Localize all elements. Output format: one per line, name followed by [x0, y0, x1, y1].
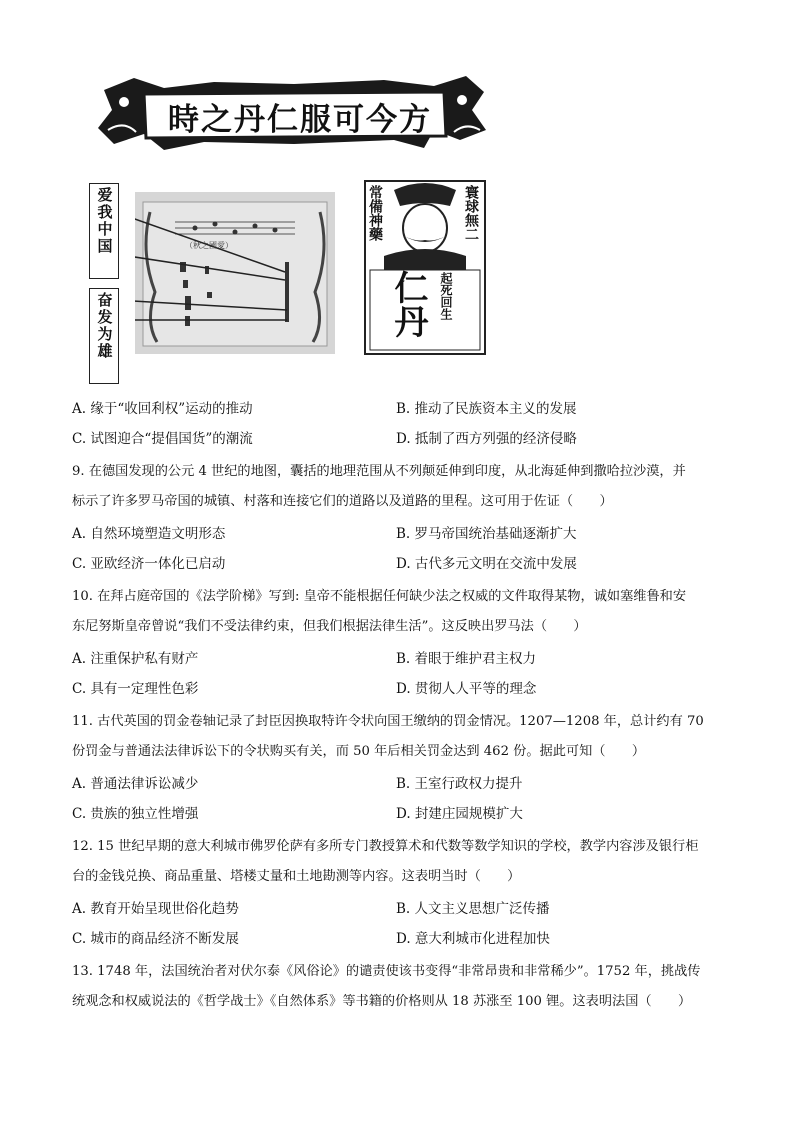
- q11-stem-line2: 份罚金与普通法法律诉讼下的令状购买有关，而 50 年后相关罚金达到 462 份。据此可知（ ）: [72, 744, 646, 759]
- q11-option-b[interactable]: B. 王室行政权力提升: [396, 776, 523, 792]
- q12-option-d[interactable]: D. 意大利城市化进程加快: [396, 931, 550, 947]
- q11-option-a[interactable]: A. 普通法律诉讼减少: [72, 776, 199, 792]
- ad-vertical-left: 常備神藥: [367, 185, 383, 241]
- q10-stem-line1: 10. 在拜占庭帝国的《法学阶梯》写到: 皇帝不能根据任何缺少法之权威的文件取得某物，诚如塞维鲁和安: [72, 589, 687, 604]
- label-love-china: 爱我中国: [89, 183, 119, 279]
- ad-slogan: 起死回生: [439, 272, 453, 320]
- ad-brand-name: 仁丹: [388, 270, 428, 338]
- q13-stem-line2: 统观念和权威说法的《哲学战士》《自然体系》等书籍的价格则从 18 苏涨至 100 锂。这表明法国（ ）: [72, 994, 692, 1009]
- q8-option-b[interactable]: B. 推动了民族资本主义的发展: [396, 401, 577, 417]
- q9-stem-line1: 9. 在德国发现的公元 4 世纪的地图，囊括的地理范围从不列颠延伸到印度，从北海延伸到撒哈拉沙漠，并: [72, 464, 686, 479]
- q11-stem-line1: 11. 古代英国的罚金卷轴记录了封臣因换取特许令状向国王缴纳的罚金情况。1207—1208 年，总计约有 70: [72, 714, 704, 729]
- q9-option-c[interactable]: C. 亚欧经济一体化已启动: [72, 556, 226, 572]
- q12-stem-line2: 台的金钱兑换、商品重量、塔楼丈量和土地勘测等内容。这表明当时（ ）: [72, 869, 521, 884]
- q12-option-c[interactable]: C. 城市的商品经济不断发展: [72, 931, 239, 947]
- label-strive: 奋发为雄: [89, 288, 119, 384]
- q9-option-d[interactable]: D. 古代多元文明在交流中发展: [396, 556, 577, 572]
- q10-option-d[interactable]: D. 贯彻人人平等的理念: [396, 681, 537, 697]
- q8-option-d[interactable]: D. 抵制了西方列强的经济侵略: [396, 431, 577, 447]
- q10-option-c[interactable]: C. 具有一定理性色彩: [72, 681, 199, 697]
- q9-stem-line2: 标示了许多罗马帝国的城镇、村落和连接它们的道路以及道路的里程。这可用于佐证（ ）: [72, 494, 613, 509]
- q13-stem-line1: 13. 1748 年，法国统治者对伏尔泰《风俗论》的谴责使该书变得“非常昂贵和非常稀少”。1752 年，挑战传: [72, 964, 701, 979]
- ad-vertical-right: 寰球無二: [463, 185, 479, 241]
- q8-option-a[interactable]: A. 缘于“收回利权”运动的推动: [72, 401, 253, 417]
- banner-title: 時之丹仁服可今方: [168, 102, 432, 138]
- q11-option-d[interactable]: D. 封建庄园规模扩大: [396, 806, 523, 822]
- q10-option-b[interactable]: B. 着眼于维护君主权力: [396, 651, 537, 667]
- q12-stem-line1: 12. 15 世纪早期的意大利城市佛罗伦萨有多所专门教授算术和代数等数学知识的学校，教学内容涉及银行柜: [72, 839, 699, 854]
- q11-option-c[interactable]: C. 贵族的独立性增强: [72, 806, 199, 822]
- q10-option-a[interactable]: A. 注重保护私有财产: [72, 651, 199, 667]
- songbook-inscription: （秋之國愛）: [185, 241, 233, 250]
- q12-option-a[interactable]: A. 教育开始呈现世俗化趋势: [72, 901, 239, 917]
- q8-option-c[interactable]: C. 试图迎合“提倡国货”的潮流: [72, 431, 253, 447]
- q9-option-b[interactable]: B. 罗马帝国统治基础逐渐扩大: [396, 526, 577, 542]
- q10-stem-line2: 东尼努斯皇帝曾说“我们不受法律约束，但我们根据法律生活”。这反映出罗马法（ ）: [72, 619, 587, 634]
- q9-option-a[interactable]: A. 自然环境塑造文明形态: [72, 526, 226, 542]
- q12-option-b[interactable]: B. 人文主义思想广泛传播: [396, 901, 550, 917]
- songbook-illustration: [135, 192, 335, 354]
